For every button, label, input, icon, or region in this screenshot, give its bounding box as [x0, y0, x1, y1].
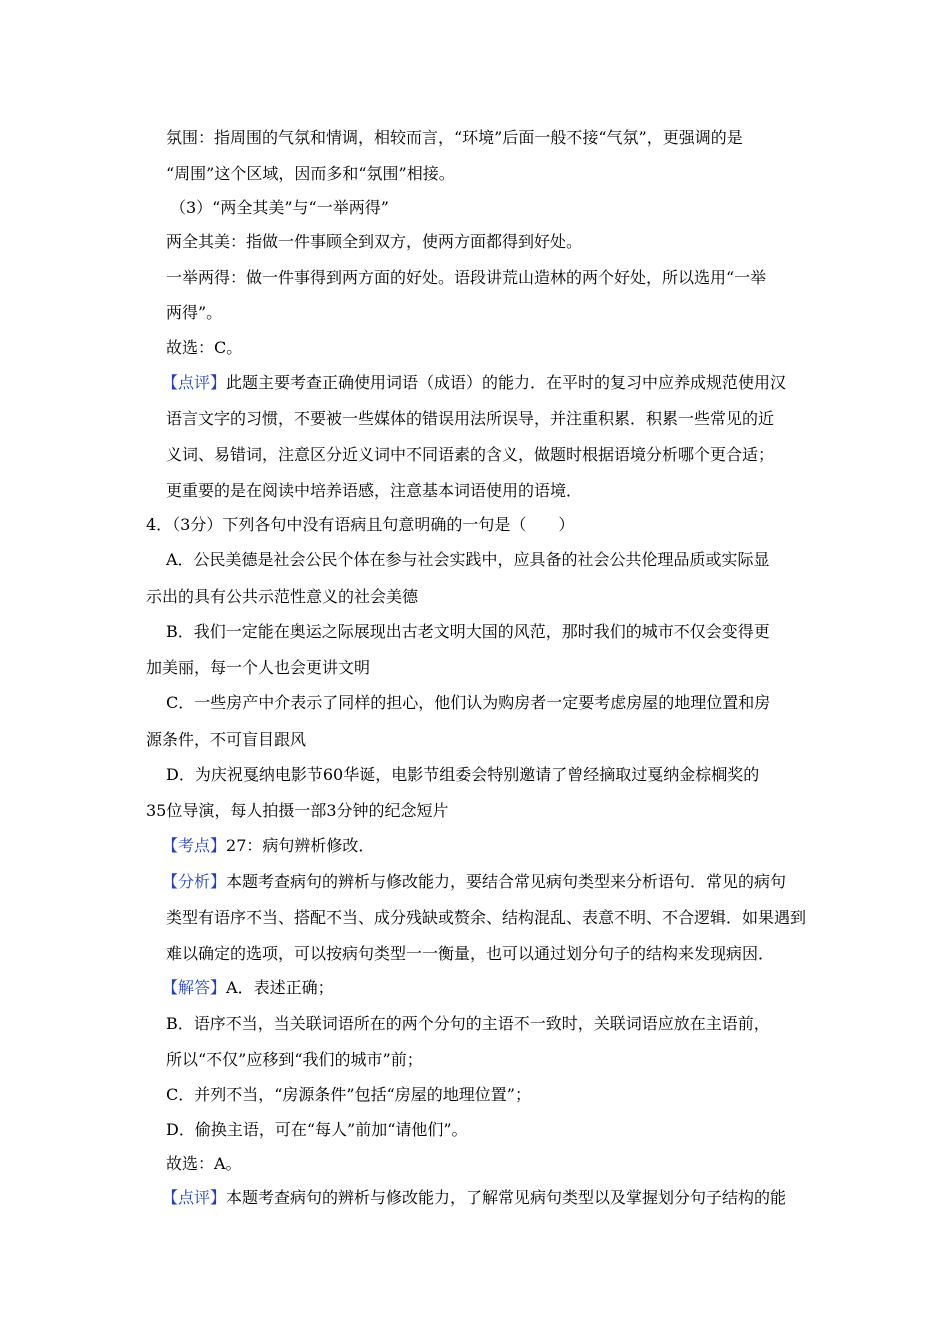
text-line: 义词、易错词，注意区分近义词中不同语素的含义，做题时根据语境分析哪个更合适； [166, 445, 775, 464]
comment-tag: 【点评】 [162, 373, 227, 392]
option-b: B．我们一定能在奥运之际展现出古老文明大国的风范，那时我们的城市不仅会变得更 [166, 622, 770, 641]
text-line: 加美丽，每一个人也会更讲文明 [146, 658, 371, 677]
text-line: 本题考查病句的辨析与修改能力，了解常见病句类型以及掌握划分句子结构的能 [226, 1188, 787, 1207]
text-line: 一举两得：做一件事得到两方面的好处。语段讲荒山造林的两个好处，所以选用“一举 [166, 268, 767, 287]
text-line: 类型有语序不当、搭配不当、成分残缺或赘余、结构混乱、表意不明、不合逻辑．如果遇到 [166, 908, 807, 927]
text-line: 此题主要考查正确使用词语（成语）的能力．在平时的复习中应养成规范使用汉 [226, 373, 787, 392]
text-line: D．偷换主语，可在“每人”前加“请他们”。 [166, 1120, 468, 1139]
text-line: A．表述正确； [226, 978, 334, 997]
text-line: 难以确定的选项，可以按病句类型一一衡量，也可以通过划分句子的结构来发现病因． [166, 944, 775, 963]
text-line: 示出的具有公共示范性意义的社会美德 [146, 587, 419, 606]
option-d: D．为庆祝戛纳电影节60华诞，电影节组委会特别邀请了曾经摘取过戛纳金棕榈奖的 [166, 765, 760, 784]
text-line: C．并列不当，“房源条件”包括“房屋的地理位置”； [166, 1085, 531, 1104]
analysis-paragraph [162, 871, 786, 893]
text-line: 27：病句辨析修改． [226, 836, 375, 855]
answer-tag: 【解答】 [162, 978, 227, 997]
text-line: 两得”。 [166, 303, 223, 322]
text-line: 更重要的是在阅读中培养语感，注意基本词语使用的语境． [166, 481, 583, 500]
text-line: “周围”这个区域，因而多和“氛围”相接。 [166, 164, 455, 183]
text-line: 故选：A。 [166, 1154, 242, 1173]
text-line: 语言文字的习惯，不要被一些媒体的错误用法所误导，并注重积累．积累一些常见的近 [166, 409, 775, 428]
answer-paragraph [162, 977, 334, 999]
kaodian-paragraph [162, 835, 374, 857]
text-line: 所以“不仅”应移到“我们的城市”前； [166, 1050, 423, 1069]
text-line: 故选：C。 [166, 338, 243, 357]
analysis-tag: 【分析】 [162, 872, 227, 891]
text-line: B．语序不当，当关联词语所在的两个分句的主语不一致时，关联词语应放在主语前， [166, 1014, 770, 1033]
text-line: 两全其美：指做一件事顾全到双方，使两方面都得到好处。 [166, 232, 583, 251]
option-a: A．公民美德是社会公民个体在参与社会实践中，应具备的社会公共伦理品质或实际显 [166, 550, 770, 569]
question-title: 4．（3分）下列各句中没有语病且句意明确的一句是（ ） [146, 515, 575, 534]
text-line: 本题考查病句的辨析与修改能力，要结合常见病句类型来分析语句．常见的病句 [226, 872, 787, 891]
comment-tag: 【点评】 [162, 1188, 227, 1207]
text-line: 35位导演，每人拍摄一部3分钟的纪念短片 [146, 801, 449, 820]
kaodian-tag: 【考点】 [162, 836, 227, 855]
option-c: C．一些房产中介表示了同样的担心，他们认为购房者一定要考虑房屋的地理位置和房 [166, 693, 771, 712]
comment-paragraph [162, 1187, 786, 1209]
text-line: （3）“两全其美”与“一举两得” [170, 198, 389, 217]
text-line: 氛围：指周围的气氛和情调，相较而言，“环境”后面一般不接“气氛”，更强调的是 [166, 128, 743, 147]
comment-paragraph [162, 372, 786, 394]
text-line: 源条件，不可盲目跟风 [146, 730, 307, 749]
